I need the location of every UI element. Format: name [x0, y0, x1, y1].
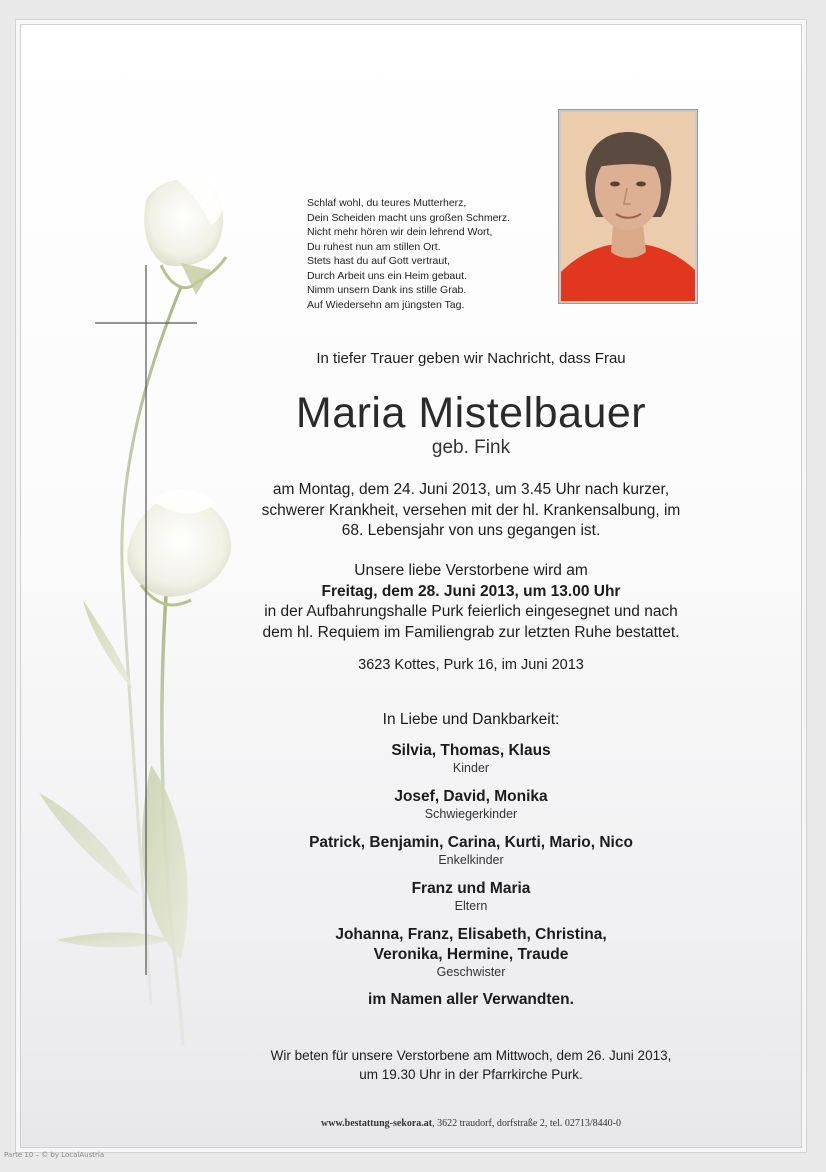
prayer-notice	[201, 1046, 741, 1084]
mourner-names: Silvia, Thomas, Klaus	[391, 742, 551, 759]
funeral-home-footer	[201, 1118, 741, 1129]
mourner-role: Enkelkinder	[438, 853, 504, 867]
mourner-group-parents	[201, 879, 741, 914]
death-line: 68. Lebensjahr von uns gegangen ist.	[341, 522, 601, 539]
poem	[307, 196, 567, 312]
mourner-names: Franz und Maria	[411, 880, 531, 897]
top-rose	[144, 170, 226, 295]
mourner-role: Kinder	[452, 761, 490, 775]
mourner-names: Veronika, Hermine, Traude	[373, 946, 569, 963]
burial-date: Freitag, dem 28. Juni 2013, um 13.00 Uhr	[321, 582, 621, 600]
poem-line: Auf Wiedersehn am jüngsten Tag.	[307, 298, 465, 311]
mourner-group-in-laws	[201, 787, 741, 822]
mourner-group-children	[201, 741, 741, 776]
prayer-line: Wir beten für unsere Verstorbene am Mittwoch, dem 26. Juni 2013,	[270, 1048, 672, 1063]
mourner-names: Josef, David, Monika	[394, 788, 548, 805]
death-line: schwerer Krankheit, versehen mit der hl. Krankensalbung, im	[261, 501, 681, 519]
thanks-heading: In Liebe und Dankbarkeit:	[382, 711, 560, 728]
death-line: am Montag, dem 24. Juni 2013, um 3.45 Uhr nach kurzer,	[272, 481, 670, 498]
poem-line: Stets hast du auf Gott vertraut,	[307, 255, 450, 267]
mourner-role: Geschwister	[436, 965, 506, 979]
mourner-group-grandchildren	[201, 833, 741, 868]
portrait-photo	[559, 110, 697, 303]
mourner-names: Patrick, Benjamin, Carina, Kurti, Mario, Nico	[309, 834, 633, 851]
intro-text: In tiefer Trauer geben wir Nachricht, dass Frau	[316, 350, 626, 367]
funeral-home-website[interactable]: www.bestattung-sekora.at	[321, 1118, 433, 1129]
mourner-group-siblings	[201, 925, 741, 980]
death-paragraph	[201, 480, 741, 542]
poem-line: Nicht mehr hören wir dein lehrend Wort,	[307, 226, 493, 238]
poem-line: Schlaf wohl, du teures Mutterherz,	[307, 197, 467, 209]
maiden-name: geb. Fink	[431, 437, 511, 458]
poem-line: Durch Arbeit uns ein Heim gebaut.	[307, 269, 467, 282]
place-date: 3623 Kottes, Purk 16, im Juni 2013	[358, 657, 584, 673]
burial-line: dem hl. Requiem im Familiengrab zur letzten Ruhe bestattet.	[262, 623, 680, 641]
mourner-role: Schwiegerkinder	[424, 807, 518, 821]
deceased-name: Maria Mistelbauer	[295, 389, 647, 437]
poem-line: Dein Scheiden macht uns großen Schmerz.	[307, 211, 511, 224]
burial-paragraph	[201, 561, 741, 643]
poem-line: Nimm unsern Dank ins stille Grab.	[307, 284, 467, 296]
burial-line: Unsere liebe Verstorbene wird am	[354, 562, 588, 579]
closing-line: im Namen aller Verwandten.	[368, 991, 574, 1008]
mourner-names: Johanna, Franz, Elisabeth, Christina,	[335, 926, 607, 943]
burial-line: in der Aufbahrungshalle Purk feierlich eingesegnet und nach	[264, 603, 678, 620]
death-notice-sheet	[20, 24, 802, 1148]
prayer-line: um 19.30 Uhr in der Pfarrkirche Purk.	[359, 1067, 583, 1082]
mourner-role: Eltern	[454, 899, 488, 913]
poem-line: Du ruhest nun am stillen Ort.	[307, 240, 441, 253]
scan-note: Parte 10 – © by LocalAustria	[4, 1151, 105, 1159]
funeral-home-address: , 3622 traudorf, dorfstraße 2, tel. 02713/8440-0	[432, 1118, 621, 1129]
